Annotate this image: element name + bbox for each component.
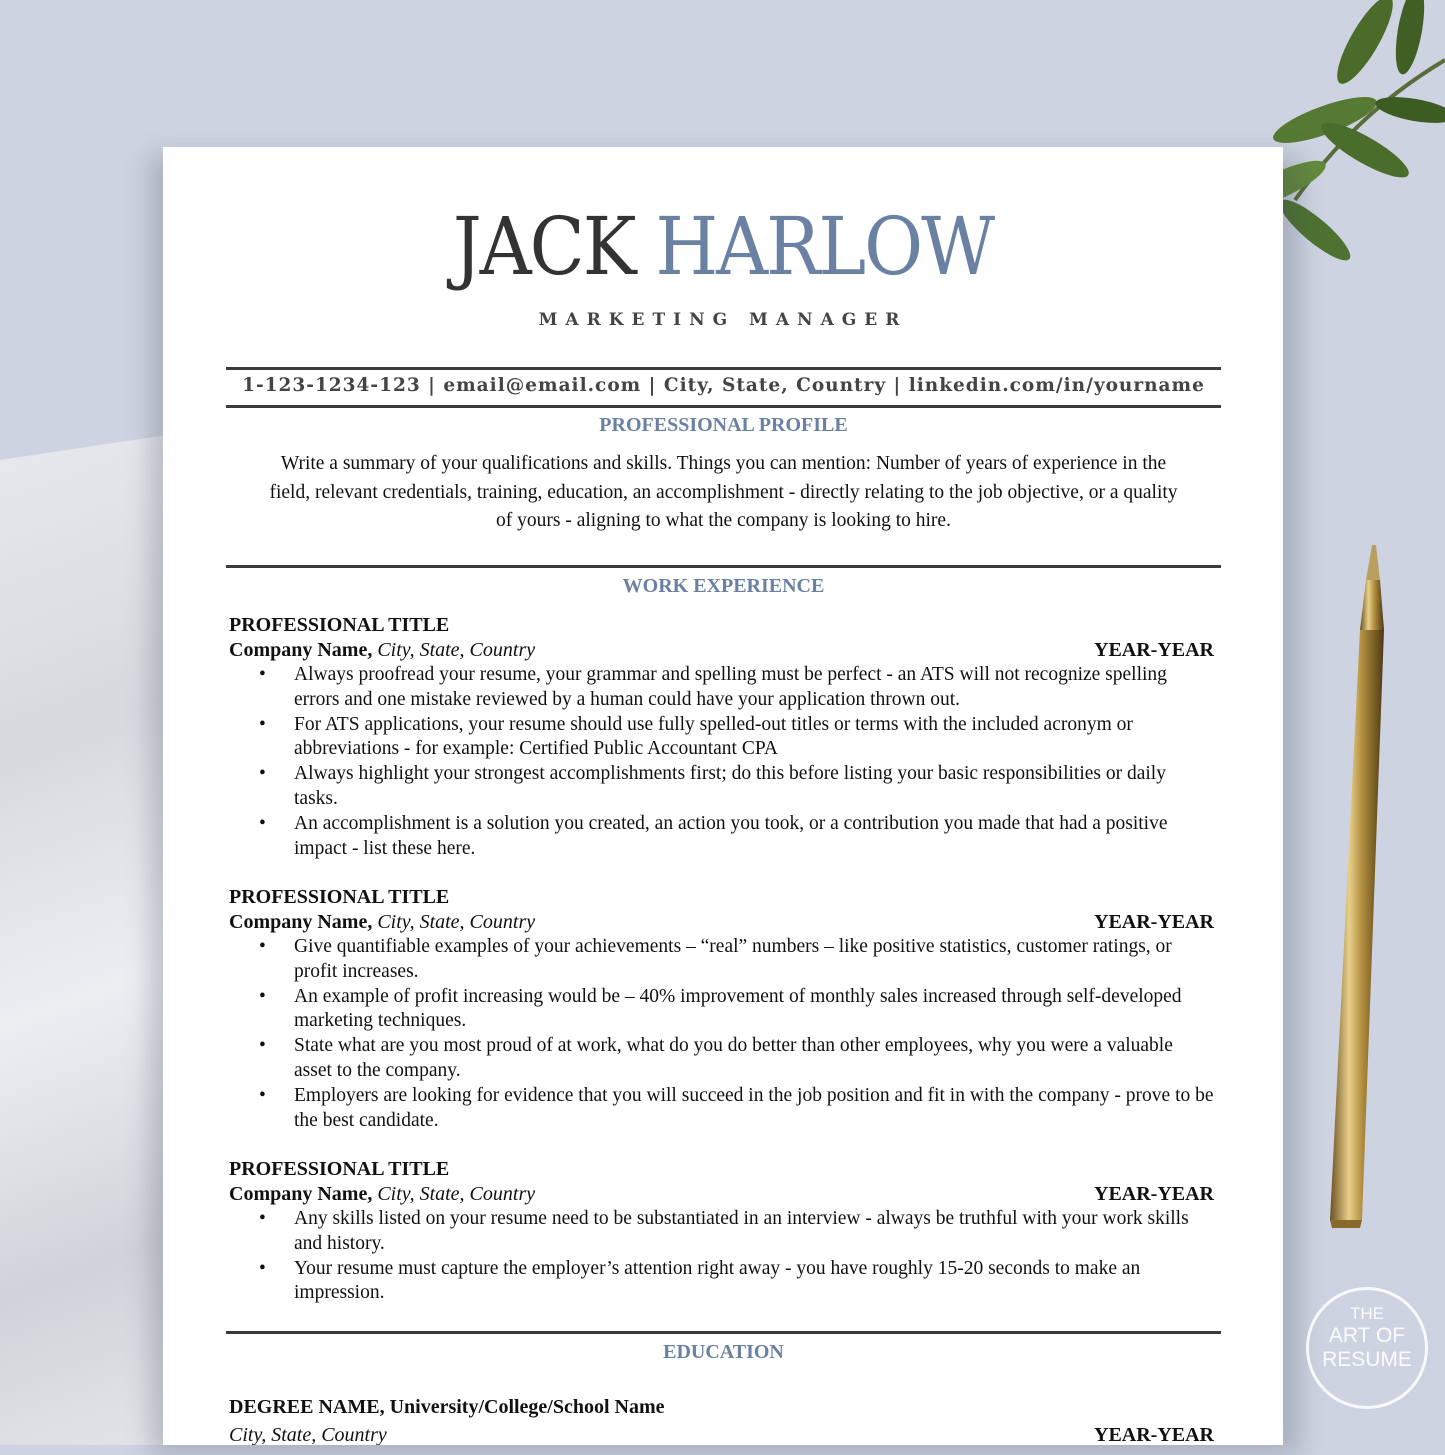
bullet-item: • For ATS applications, your resume should use fully spelled-out titles or terms with the included acronym or abbreviations - for example: Certified Public Accountant CPA (229, 713, 1214, 763)
job-entry-title: PROFESSIONAL TITLE (229, 614, 450, 636)
education-entry (229, 1394, 1214, 1445)
job-entry-title: PROFESSIONAL TITLE (229, 1158, 450, 1180)
job-bullets (229, 935, 1214, 1133)
divider (226, 565, 1221, 568)
profile-line: of yours - aligning to what the company is looking to hire. (496, 510, 951, 531)
bullet-item: • An accomplishment is a solution you created, an action you took, or a contribution you made that had a positive impact - list these here. (229, 812, 1214, 862)
education-row (229, 1420, 1214, 1445)
job-years: YEAR-YEAR (1094, 639, 1214, 661)
logo-line: RESUME (1322, 1348, 1412, 1371)
job-years: YEAR-YEAR (1094, 911, 1214, 933)
profile-line: field, relevant credentials, training, education, an accomplishment - directly relating to the job objective, or a quality (269, 481, 1178, 503)
bullet-item: • An example of profit increasing would be – 40% improvement of monthly sales increased through self-developed marketing techniques. (229, 985, 1214, 1035)
bullet-item: • Give quantifiable examples of your achievements – “real” numbers – like positive statistics, customer ratings, or profit increases. (229, 935, 1214, 985)
job-entry-title: PROFESSIONAL TITLE (229, 886, 450, 908)
divider (226, 1331, 1221, 1334)
divider (226, 367, 1221, 370)
company-row (229, 1182, 1214, 1207)
job-bullets (229, 1207, 1214, 1306)
job-entry (229, 612, 1214, 861)
education-heading: EDUCATION (663, 1341, 784, 1363)
job-title: MARKETING MANAGER (538, 310, 908, 330)
logo-line: THE (1350, 1304, 1384, 1323)
experience-heading: WORK EXPERIENCE (622, 575, 825, 597)
bullet-item: • Always proofread your resume, your grammar and spelling must be perfect - an ATS will not recognize spelling errors and one mistake reviewed by a human could have your application thrown out. (229, 663, 1214, 713)
job-bullets (229, 663, 1214, 861)
profile-line: Write a summary of your qualifications and skills. Things you can mention: Number of years of experience in the (280, 453, 1167, 474)
company-row (229, 638, 1214, 663)
bullet-item: • Your resume must capture the employer’s attention right away - you have roughly 15-20 seconds to make an impression. (229, 1257, 1214, 1307)
bullet-item: • Any skills listed on your resume need to be substantiated in an interview - always be truthful with your work skills and history. (229, 1207, 1214, 1257)
profile-heading: PROFESSIONAL PROFILE (599, 414, 848, 436)
gold-pen-decoration (1310, 540, 1390, 1230)
contact-info: 1-123-1234-123 | email@email.com | City, State, Country | linkedin.com/in/yourname (242, 375, 1205, 396)
first-name: JACK (452, 200, 635, 293)
company-name: Company Name, (229, 639, 373, 661)
divider (226, 405, 1221, 408)
resume-page (163, 147, 1283, 1445)
job-entry (229, 884, 1214, 1133)
logo-line: ART OF (1328, 1324, 1406, 1347)
degree-name: DEGREE NAME, University/College/School Name (229, 1396, 665, 1418)
bullet-item: • State what are you most proud of at work, what do you do better than other employees, why you were a valuable asset to the company. (229, 1034, 1214, 1084)
candidate-name (163, 192, 1283, 302)
last-name: HARLOW (655, 200, 994, 293)
company-name: Company Name, (229, 911, 373, 933)
education-years: YEAR-YEAR (1094, 1424, 1214, 1445)
brand-logo (1306, 1287, 1428, 1409)
company-location: City, State, Country (377, 1183, 536, 1205)
bullet-item: • Always highlight your strongest accomplishments first; do this before listing your basic responsibilities or daily tasks. (229, 762, 1214, 812)
job-years: YEAR-YEAR (1094, 1183, 1214, 1205)
education-location: City, State, Country (229, 1424, 387, 1445)
bullet-item: • Employers are looking for evidence that you will succeed in the job position and fit in with the company - prove to be the best candidate. (229, 1084, 1214, 1134)
company-row (229, 910, 1214, 935)
company-location: City, State, Country (377, 911, 536, 933)
job-entry (229, 1156, 1214, 1306)
company-name: Company Name, (229, 1183, 373, 1205)
profile-summary (231, 450, 1216, 536)
company-location: City, State, Country (377, 639, 536, 661)
